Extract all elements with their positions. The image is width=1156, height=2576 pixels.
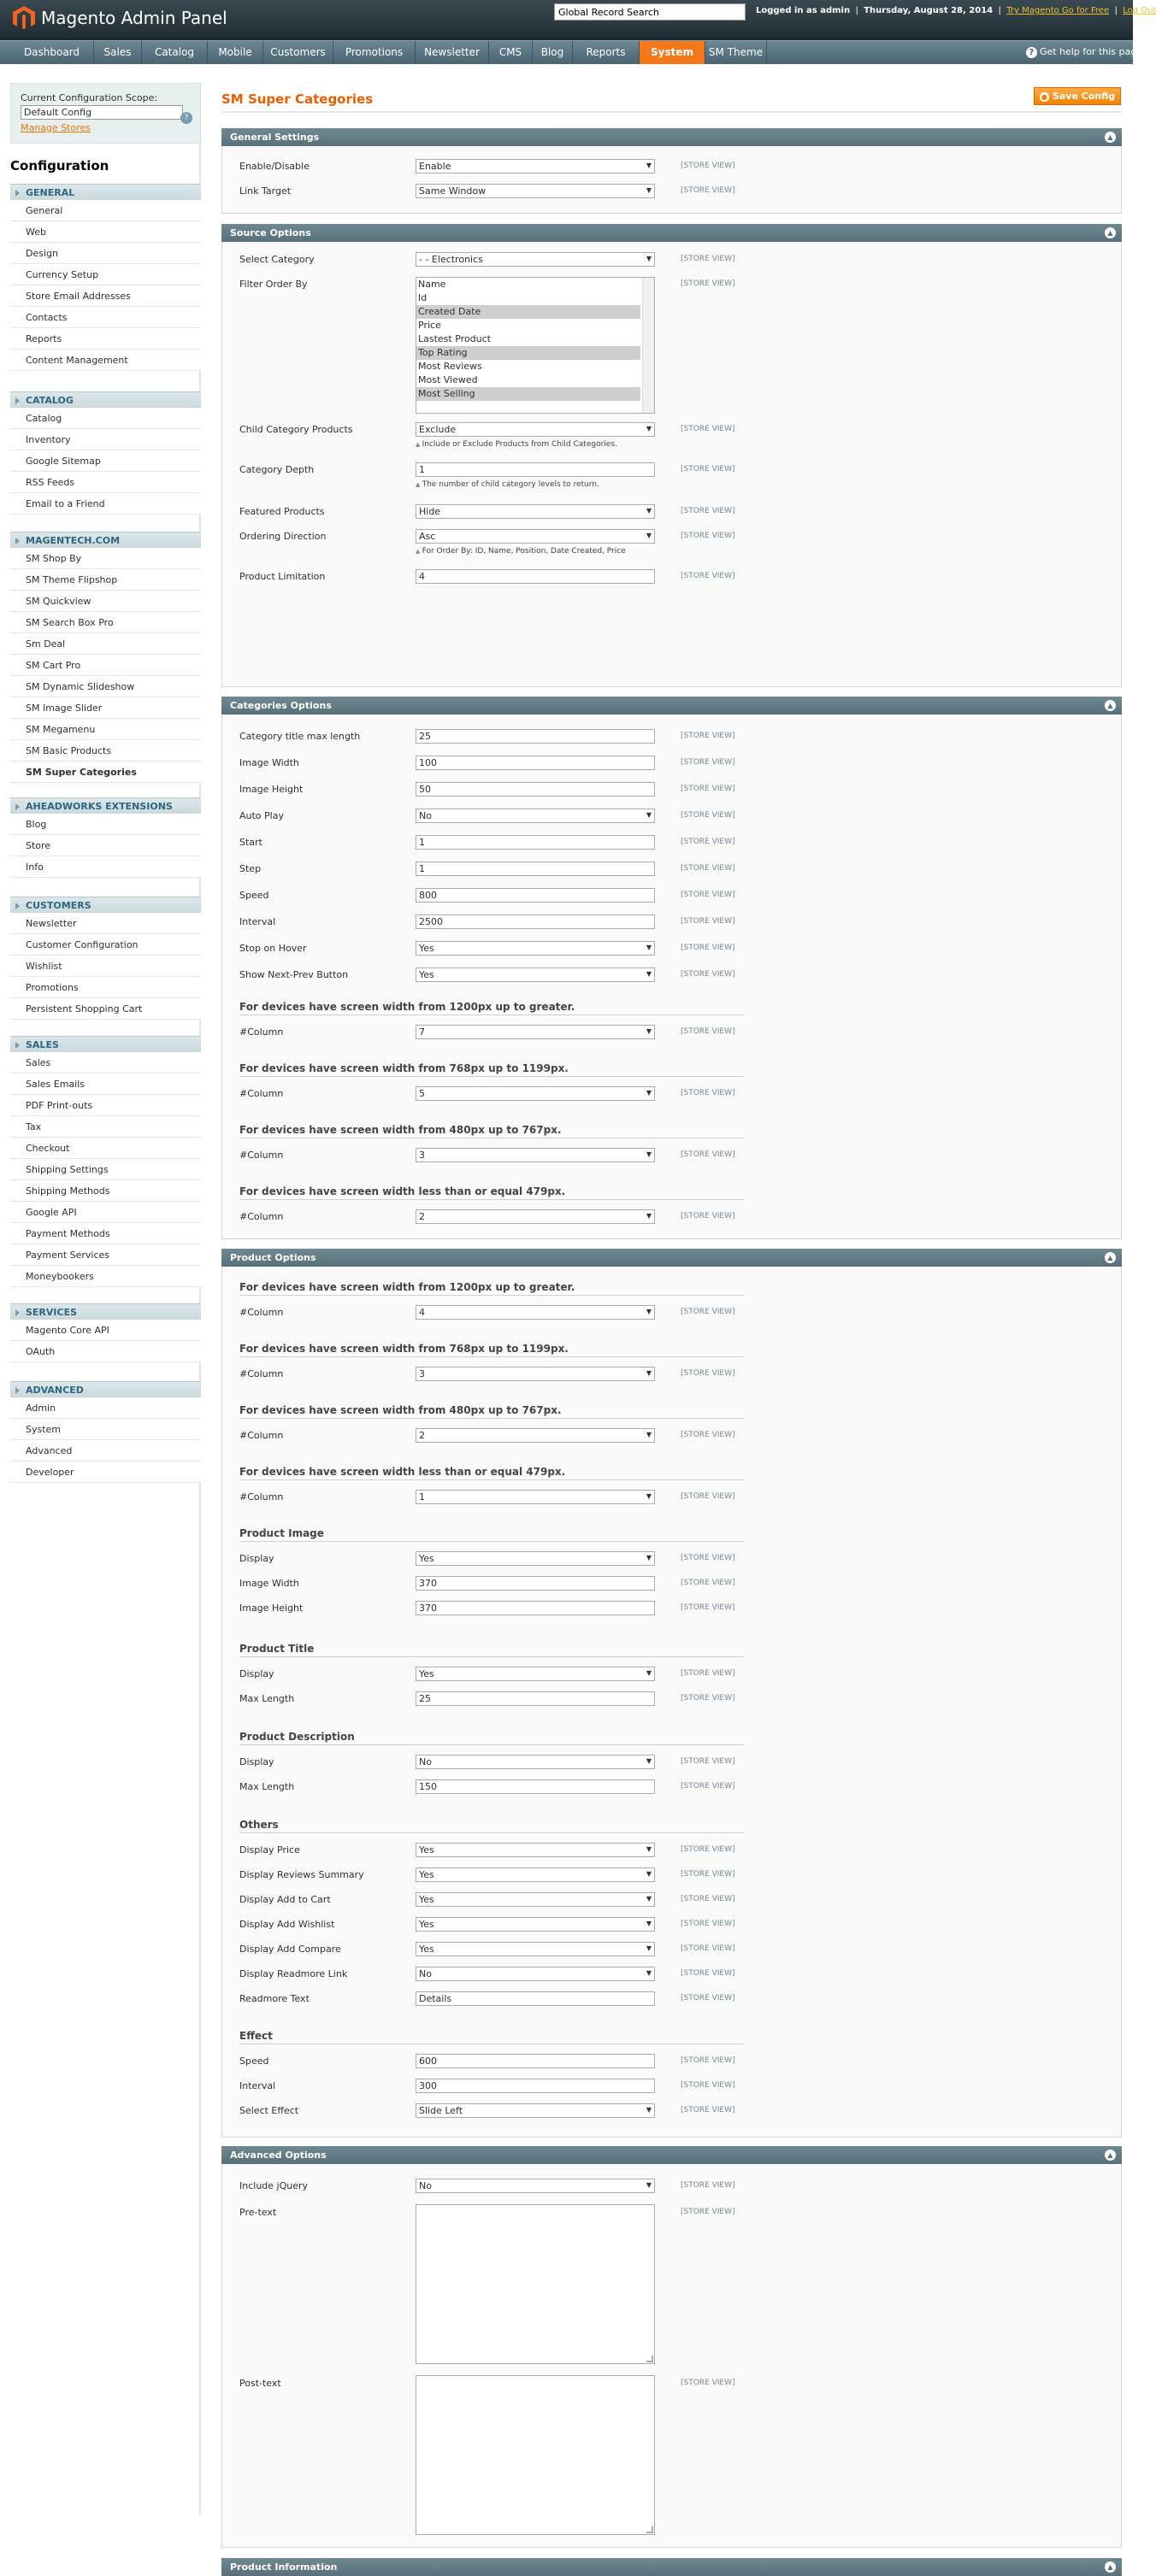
logged-in-text: Logged in as admin: [756, 6, 851, 15]
nav-tab-blog[interactable]: Blog: [533, 41, 573, 64]
scope-tag: [STORE VIEW]: [681, 1669, 735, 1678]
scope-tag: [STORE VIEW]: [681, 1554, 735, 1562]
text-field[interactable]: 600: [416, 2054, 655, 2068]
scope-tag: [STORE VIEW]: [681, 785, 735, 793]
section-header-advanced[interactable]: Advanced Options ▲: [221, 2146, 1122, 2164]
select-field[interactable]: Exclude ▼: [416, 422, 655, 437]
scope-tag: [STORE VIEW]: [681, 2379, 735, 2387]
sidebar-item-sm-super-categories[interactable]: SM Super Categories: [10, 762, 201, 783]
filter-option[interactable]: Most Reviews: [418, 361, 482, 372]
scope-tag: [STORE VIEW]: [681, 1757, 735, 1766]
text-field[interactable]: 1: [416, 835, 655, 850]
nav-tab-system[interactable]: System: [640, 41, 705, 64]
scope-tag: [STORE VIEW]: [681, 811, 735, 820]
field-label: Interval: [239, 2080, 276, 2091]
field-label: Image Height: [239, 784, 304, 795]
filter-option[interactable]: Most Selling: [416, 387, 640, 401]
sidebar-item-inventory[interactable]: Inventory: [10, 429, 201, 450]
nav-tab-mobile[interactable]: Mobile: [208, 41, 263, 64]
field-note: ▲ For Order By: ID, Name, Position, Date Created, Price: [416, 547, 626, 556]
subsection-heading: For devices have screen width less than or equal 479px.: [239, 1185, 744, 1200]
scope-tag: [STORE VIEW]: [681, 1027, 735, 1036]
field-label: Link Target: [239, 185, 292, 197]
text-field[interactable]: 25: [416, 1691, 655, 1706]
subsection-heading: Others: [239, 1819, 744, 1833]
field-label: #Column: [239, 1368, 284, 1379]
filter-order-multiselect[interactable]: [416, 277, 655, 414]
collapse-icon[interactable]: ▲: [1105, 132, 1116, 143]
scope-tag: [STORE VIEW]: [681, 1994, 735, 2003]
field-label: Image Width: [239, 1578, 299, 1589]
field-label: Display: [239, 1668, 274, 1679]
resize-handle-icon[interactable]: [646, 2526, 653, 2533]
scope-tag: [STORE VIEW]: [681, 970, 735, 979]
field-label: #Column: [239, 1150, 284, 1161]
sidebar-item-email-to-a-friend[interactable]: Email to a Friend: [10, 493, 201, 515]
sidebar-item-sales[interactable]: Sales: [10, 1052, 201, 1073]
scope-tag: [STORE VIEW]: [681, 279, 735, 288]
scope-tag: [STORE VIEW]: [681, 1895, 735, 1903]
filter-option[interactable]: Name: [418, 279, 446, 290]
sidebar-item-newsletter[interactable]: Newsletter: [10, 913, 201, 934]
scope-tag: [STORE VIEW]: [681, 838, 735, 846]
field-label: Speed: [239, 890, 269, 901]
scope-tag: [STORE VIEW]: [681, 1150, 735, 1159]
sidebar-group-services[interactable]: SERVICES: [10, 1303, 201, 1320]
select-field[interactable]: Yes ▼: [416, 1917, 655, 1932]
text-field[interactable]: 50: [416, 782, 655, 797]
text-field[interactable]: 300: [416, 2079, 655, 2093]
sidebar-item-admin[interactable]: Admin: [10, 1397, 201, 1419]
scope-tag: [STORE VIEW]: [681, 1782, 735, 1791]
section-header-product[interactable]: Product Options ▲: [221, 1249, 1122, 1267]
field-note: ▲ Include or Exclude Products from Child Categories.: [416, 440, 617, 449]
section-header-categories[interactable]: Categories Options ▲: [221, 697, 1122, 715]
sidebar-item-contacts[interactable]: Contacts: [10, 307, 201, 328]
text-field[interactable]: 25: [416, 729, 655, 744]
sidebar-item-google-sitemap[interactable]: Google Sitemap: [10, 450, 201, 472]
nav-tab-sales[interactable]: Sales: [94, 41, 142, 64]
section-header-info[interactable]: Product Information ▲: [221, 2558, 1122, 2576]
sidebar-item-content-management[interactable]: Content Management: [10, 350, 201, 371]
scope-tag: [STORE VIEW]: [681, 1212, 735, 1220]
collapse-icon[interactable]: ▲: [1105, 227, 1116, 238]
scope-tag: [STORE VIEW]: [681, 917, 735, 926]
scope-tag: [STORE VIEW]: [681, 465, 735, 473]
scope-tag: [STORE VIEW]: [681, 2181, 735, 2190]
scope-label: Current Configuration Scope:: [21, 92, 158, 103]
field-label: #Column: [239, 1491, 284, 1503]
section-body-categories: [221, 715, 1122, 1239]
sidebar-item-sm-shop-by[interactable]: SM Shop By: [10, 548, 201, 569]
section-header-general[interactable]: General Settings ▲: [221, 128, 1122, 146]
sidebar-item-magento-core-api[interactable]: Magento Core API: [10, 1320, 201, 1341]
sidebar-item-info[interactable]: Info: [10, 856, 201, 878]
sidebar-item-moneybookers[interactable]: Moneybookers: [10, 1266, 201, 1287]
pre-text-textarea[interactable]: [416, 2204, 655, 2364]
scope-tag: [STORE VIEW]: [681, 891, 735, 899]
sidebar-item-shipping-settings[interactable]: Shipping Settings: [10, 1159, 201, 1180]
scope-tag: [STORE VIEW]: [681, 425, 735, 433]
scope-tag: [STORE VIEW]: [681, 1492, 735, 1501]
select-field[interactable]: 3 ▼: [416, 1148, 655, 1162]
text-field[interactable]: 800: [416, 888, 655, 903]
collapse-icon[interactable]: ▲: [1105, 700, 1116, 711]
subsection-heading: For devices have screen width less than or equal 479px.: [239, 1466, 744, 1480]
title-divider: [221, 111, 1122, 113]
collapse-icon[interactable]: ▲: [1105, 2561, 1116, 2573]
sidebar-item-reports[interactable]: Reports: [10, 328, 201, 350]
logo-text: Magento Admin Panel: [41, 8, 227, 28]
sidebar-item-design[interactable]: Design: [10, 243, 201, 264]
field-label: Include jQuery: [239, 2180, 309, 2191]
sidebar-group-customers[interactable]: CUSTOMERS: [10, 897, 201, 913]
sidebar-item-google-api[interactable]: Google API: [10, 1202, 201, 1223]
sidebar-item-pdf-print-outs[interactable]: PDF Print-outs: [10, 1095, 201, 1116]
text-field[interactable]: 100: [416, 756, 655, 770]
field-label: Max Length: [239, 1693, 295, 1704]
field-label: Display: [239, 1553, 274, 1564]
select-field[interactable]: 5 ▼: [416, 1086, 655, 1101]
sidebar-group-sales[interactable]: SALES: [10, 1036, 201, 1052]
help-text: Get help for this page: [1039, 46, 1142, 57]
section-body-product: [221, 1267, 1122, 2138]
field-label: Display Add Wishlist: [239, 1919, 335, 1930]
select-field[interactable]: 3 ▼: [416, 1367, 655, 1381]
text-field[interactable]: 1: [416, 862, 655, 876]
logout-link[interactable]: Log Out: [1123, 6, 1156, 15]
select-field[interactable]: No ▼: [416, 809, 655, 823]
scope-tag: [STORE VIEW]: [681, 1694, 735, 1703]
field-label: Start: [239, 837, 262, 848]
filter-option[interactable]: Top Rating: [416, 346, 640, 360]
field-label: Ordering Direction: [239, 531, 327, 542]
header-links: Logged in as admin | Thursday, August 28, 2014 | Try Magento Go for Free | Log Out: [756, 6, 1156, 15]
select-field[interactable]: Slide Left ▼: [416, 2103, 655, 2118]
field-label: Image Height: [239, 1603, 304, 1614]
select-field[interactable]: Yes ▼: [416, 1551, 655, 1566]
field-label: Featured Products: [239, 506, 325, 517]
post-text-textarea[interactable]: [416, 2375, 655, 2535]
field-label: Category title max length: [239, 731, 361, 742]
select-field[interactable]: Yes ▼: [416, 1667, 655, 1681]
sidebar-item-customer-configuration[interactable]: Customer Configuration: [10, 934, 201, 956]
select-field[interactable]: Same Window ▼: [416, 184, 655, 198]
field-label: Select Category: [239, 254, 315, 265]
select-field[interactable]: Hide ▼: [416, 504, 655, 519]
scope-tag: [STORE VIEW]: [681, 186, 735, 195]
resize-handle-icon[interactable]: [646, 2355, 653, 2362]
scope-select[interactable]: Default Config: [21, 105, 183, 120]
scope-tag: [STORE VIEW]: [681, 1308, 735, 1316]
field-label: Step: [239, 863, 262, 874]
field-label: Enable/Disable: [239, 161, 310, 172]
admin-header: [0, 0, 1156, 40]
field-label: Display: [239, 1756, 274, 1767]
subsection-heading: For devices have screen width from 480px up to 767px.: [239, 1404, 744, 1419]
sidebar-item-persistent-shopping-cart[interactable]: Persistent Shopping Cart: [10, 998, 201, 1020]
manage-stores-link[interactable]: Manage Stores: [21, 122, 91, 133]
filter-option[interactable]: Price: [418, 320, 441, 331]
nav-tab-promotions[interactable]: Promotions: [333, 41, 416, 64]
subsection-heading: For devices have screen width from 768px up to 1199px.: [239, 1062, 744, 1077]
help-icon: ?: [1026, 47, 1037, 58]
section-header-source[interactable]: Source Options ▲: [221, 224, 1122, 242]
sidebar-item-sm-cart-pro[interactable]: SM Cart Pro: [10, 655, 201, 676]
field-label: #Column: [239, 1307, 284, 1318]
field-note: ▲ The number of child category levels to return.: [416, 480, 599, 489]
sidebar-item-rss-feeds[interactable]: RSS Feeds: [10, 472, 201, 493]
scope-tag: [STORE VIEW]: [681, 532, 735, 540]
help-link[interactable]: [1026, 46, 1142, 58]
select-field[interactable]: Asc ▼: [416, 529, 655, 544]
subsection-heading: For devices have screen width from 480px up to 767px.: [239, 1124, 744, 1138]
nav-tab-catalog[interactable]: Catalog: [142, 41, 208, 64]
sidebar-item-payment-methods[interactable]: Payment Methods: [10, 1223, 201, 1244]
sidebar-item-shipping-methods[interactable]: Shipping Methods: [10, 1180, 201, 1202]
subsection-heading: Effect: [239, 2030, 744, 2044]
field-label: #Column: [239, 1026, 284, 1038]
sidebar-item-wishlist[interactable]: Wishlist: [10, 956, 201, 977]
save-config-label: Save Config: [1052, 91, 1116, 102]
field-label: Show Next-Prev Button: [239, 969, 349, 980]
field-label: Max Length: [239, 1781, 295, 1792]
scope-switcher: [10, 83, 201, 144]
scope-tag: [STORE VIEW]: [681, 1845, 735, 1854]
sidebar-item-sm-dynamic-slideshow[interactable]: SM Dynamic Slideshow: [10, 676, 201, 697]
select-field[interactable]: Enable ▼: [416, 159, 655, 173]
text-field[interactable]: 2500: [416, 915, 655, 929]
scope-tag: [STORE VIEW]: [681, 1870, 735, 1879]
nav-tab-sm-theme[interactable]: SM Theme: [705, 41, 767, 64]
filter-option[interactable]: Most Viewed: [418, 374, 478, 385]
sidebar-item-sm-deal[interactable]: Sm Deal: [10, 633, 201, 655]
scope-tag: [STORE VIEW]: [681, 1431, 735, 1439]
sidebar-group-general[interactable]: GENERAL: [10, 184, 201, 200]
scope-tag: [STORE VIEW]: [681, 162, 735, 170]
sidebar-item-system[interactable]: System: [10, 1419, 201, 1440]
select-field[interactable]: 2 ▼: [416, 1428, 655, 1443]
scope-tag: [STORE VIEW]: [681, 1920, 735, 1928]
scope-help-icon[interactable]: ?: [180, 112, 192, 124]
sidebar: [10, 83, 201, 2514]
scope-tag: [STORE VIEW]: [681, 1089, 735, 1097]
field-label: #Column: [239, 1430, 284, 1441]
date-text: Thursday, August 28, 2014: [864, 6, 994, 15]
sidebar-item-sm-quickview[interactable]: SM Quickview: [10, 591, 201, 612]
field-label: Display Readmore Link: [239, 1968, 348, 1979]
sidebar-item-tax[interactable]: Tax: [10, 1116, 201, 1138]
select-field[interactable]: Yes ▼: [416, 1892, 655, 1907]
nav-tab-customers[interactable]: Customers: [263, 41, 333, 64]
section-body-general: [221, 146, 1122, 214]
select-field[interactable]: No ▼: [416, 1755, 655, 1769]
field-label: #Column: [239, 1211, 284, 1222]
select-field[interactable]: Yes ▼: [416, 941, 655, 956]
select-field[interactable]: No ▼: [416, 1967, 655, 1981]
subsection-heading: For devices have screen width from 1200px up to greater.: [239, 1001, 744, 1015]
field-label: Interval: [239, 916, 276, 927]
field-label: Display Price: [239, 1844, 300, 1856]
page-title: SM Super Categories: [221, 91, 374, 107]
sidebar-group-advanced[interactable]: ADVANCED: [10, 1381, 201, 1397]
sidebar-group-catalog[interactable]: CATALOG: [10, 391, 201, 408]
collapse-icon[interactable]: ▲: [1105, 1252, 1116, 1263]
sidebar-item-store[interactable]: Store: [10, 835, 201, 856]
filter-option[interactable]: Lastest Product: [418, 333, 491, 344]
select-field[interactable]: Yes ▼: [416, 1867, 655, 1882]
field-label: Pre-text: [239, 2207, 277, 2218]
main-nav: [0, 40, 1133, 64]
sidebar-item-sm-theme-flipshop[interactable]: SM Theme Flipshop: [10, 569, 201, 591]
sidebar-item-currency-setup[interactable]: Currency Setup: [10, 264, 201, 285]
sidebar-item-advanced[interactable]: Advanced: [10, 1440, 201, 1461]
save-icon: ●: [1040, 92, 1049, 102]
sidebar-item-web[interactable]: Web: [10, 221, 201, 243]
scope-tag: [STORE VIEW]: [681, 1969, 735, 1978]
filter-option[interactable]: Created Date: [416, 305, 640, 319]
scope-tag: [STORE VIEW]: [681, 2106, 735, 2114]
sidebar-group-magentech-com[interactable]: MAGENTECH.COM: [10, 532, 201, 548]
field-label: Auto Play: [239, 810, 284, 821]
select-field[interactable]: - - Electronics ▼: [416, 252, 655, 267]
sidebar-item-sm-image-slider[interactable]: SM Image Slider: [10, 697, 201, 719]
select-field[interactable]: 7 ▼: [416, 1025, 655, 1039]
subsection-heading: Product Description: [239, 1731, 744, 1745]
subsection-heading: For devices have screen width from 768px up to 1199px.: [239, 1343, 744, 1357]
subsection-heading: Product Image: [239, 1527, 744, 1542]
nav-tab-cms[interactable]: CMS: [489, 41, 533, 64]
field-label: Product Limitation: [239, 571, 326, 582]
select-field[interactable]: Yes ▼: [416, 1843, 655, 1857]
text-field[interactable]: Details: [416, 1991, 655, 2006]
sidebar-title: Configuration: [10, 158, 109, 173]
text-field[interactable]: 370: [416, 1576, 655, 1591]
text-field[interactable]: 150: [416, 1779, 655, 1794]
scope-tag: [STORE VIEW]: [681, 507, 735, 515]
filter-option[interactable]: Id: [418, 292, 428, 303]
sidebar-item-store-email-addresses[interactable]: Store Email Addresses: [10, 285, 201, 307]
field-label: Display Add Compare: [239, 1944, 341, 1955]
scope-tag: [STORE VIEW]: [681, 758, 735, 767]
sidebar-item-sales-emails[interactable]: Sales Emails: [10, 1073, 201, 1095]
sidebar-item-blog[interactable]: Blog: [10, 814, 201, 835]
scope-tag: [STORE VIEW]: [681, 572, 735, 580]
sidebar-group-aheadworks-extensions[interactable]: AHEADWORKS EXTENSIONS: [10, 797, 201, 814]
field-label: Display Reviews Summary: [239, 1869, 364, 1880]
scope-tag: [STORE VIEW]: [681, 2056, 735, 2065]
field-label: Display Add to Cart: [239, 1894, 331, 1905]
select-field[interactable]: 1 ▼: [416, 1490, 655, 1504]
field-label: Select Effect: [239, 2105, 299, 2116]
nav-tab-dashboard[interactable]: Dashboard: [10, 41, 94, 64]
try-magento-link[interactable]: Try Magento Go for Free: [1006, 6, 1110, 15]
nav-tab-reports[interactable]: Reports: [573, 41, 640, 64]
section-body-source: [221, 242, 1122, 687]
subsection-heading: Product Title: [239, 1643, 744, 1657]
sidebar-item-payment-services[interactable]: Payment Services: [10, 1244, 201, 1266]
field-label: Child Category Products: [239, 424, 353, 435]
text-field[interactable]: 1: [416, 462, 655, 477]
sidebar-item-checkout[interactable]: Checkout: [10, 1138, 201, 1159]
sidebar-item-developer[interactable]: Developer: [10, 1461, 201, 1483]
sidebar-item-sm-search-box-pro[interactable]: SM Search Box Pro: [10, 612, 201, 633]
field-label: Stop on Hover: [239, 943, 307, 954]
nav-tab-newsletter[interactable]: Newsletter: [416, 41, 489, 64]
scope-tag: [STORE VIEW]: [681, 944, 735, 952]
sidebar-item-oauth[interactable]: OAuth: [10, 1341, 201, 1362]
select-field[interactable]: 4 ▼: [416, 1305, 655, 1320]
field-label: Category Depth: [239, 464, 315, 475]
sidebar-item-catalog[interactable]: Catalog: [10, 408, 201, 429]
scrollbar[interactable]: [642, 278, 654, 413]
field-label: #Column: [239, 1088, 284, 1099]
select-field[interactable]: Yes ▼: [416, 967, 655, 982]
scope-tag: [STORE VIEW]: [681, 1579, 735, 1587]
field-label: Speed: [239, 2056, 269, 2067]
scope-tag: [STORE VIEW]: [681, 732, 735, 740]
section-body-advanced: [221, 2164, 1122, 2548]
sidebar-item-sm-basic-products[interactable]: SM Basic Products: [10, 740, 201, 762]
sidebar-item-promotions[interactable]: Promotions: [10, 977, 201, 998]
scope-tag: [STORE VIEW]: [681, 255, 735, 263]
scope-tag: [STORE VIEW]: [681, 2081, 735, 2090]
text-field[interactable]: 4: [416, 569, 655, 584]
sidebar-item-sm-megamenu[interactable]: SM Megamenu: [10, 719, 201, 740]
field-label: Post-text: [239, 2378, 281, 2389]
subsection-heading: For devices have screen width from 1200px up to greater.: [239, 1281, 744, 1296]
scope-tag: [STORE VIEW]: [681, 1369, 735, 1378]
select-field[interactable]: 2 ▼: [416, 1209, 655, 1224]
field-label: Readmore Text: [239, 1993, 310, 2004]
scope-tag: [STORE VIEW]: [681, 864, 735, 873]
scope-tag: [STORE VIEW]: [681, 2208, 735, 2216]
sidebar-item-general[interactable]: General: [10, 200, 201, 221]
select-field[interactable]: No ▼: [416, 2179, 655, 2193]
scope-tag: [STORE VIEW]: [681, 1603, 735, 1612]
collapse-icon[interactable]: ▲: [1105, 2150, 1116, 2161]
select-field[interactable]: Yes ▼: [416, 1942, 655, 1956]
text-field[interactable]: 370: [416, 1601, 655, 1615]
scope-tag: [STORE VIEW]: [681, 1944, 735, 1953]
magento-logo-icon: [12, 5, 36, 29]
save-config-button[interactable]: [1034, 87, 1121, 105]
field-label: Image Width: [239, 757, 299, 768]
field-label: Filter Order By: [239, 279, 308, 290]
global-search-input[interactable]: [554, 3, 746, 21]
